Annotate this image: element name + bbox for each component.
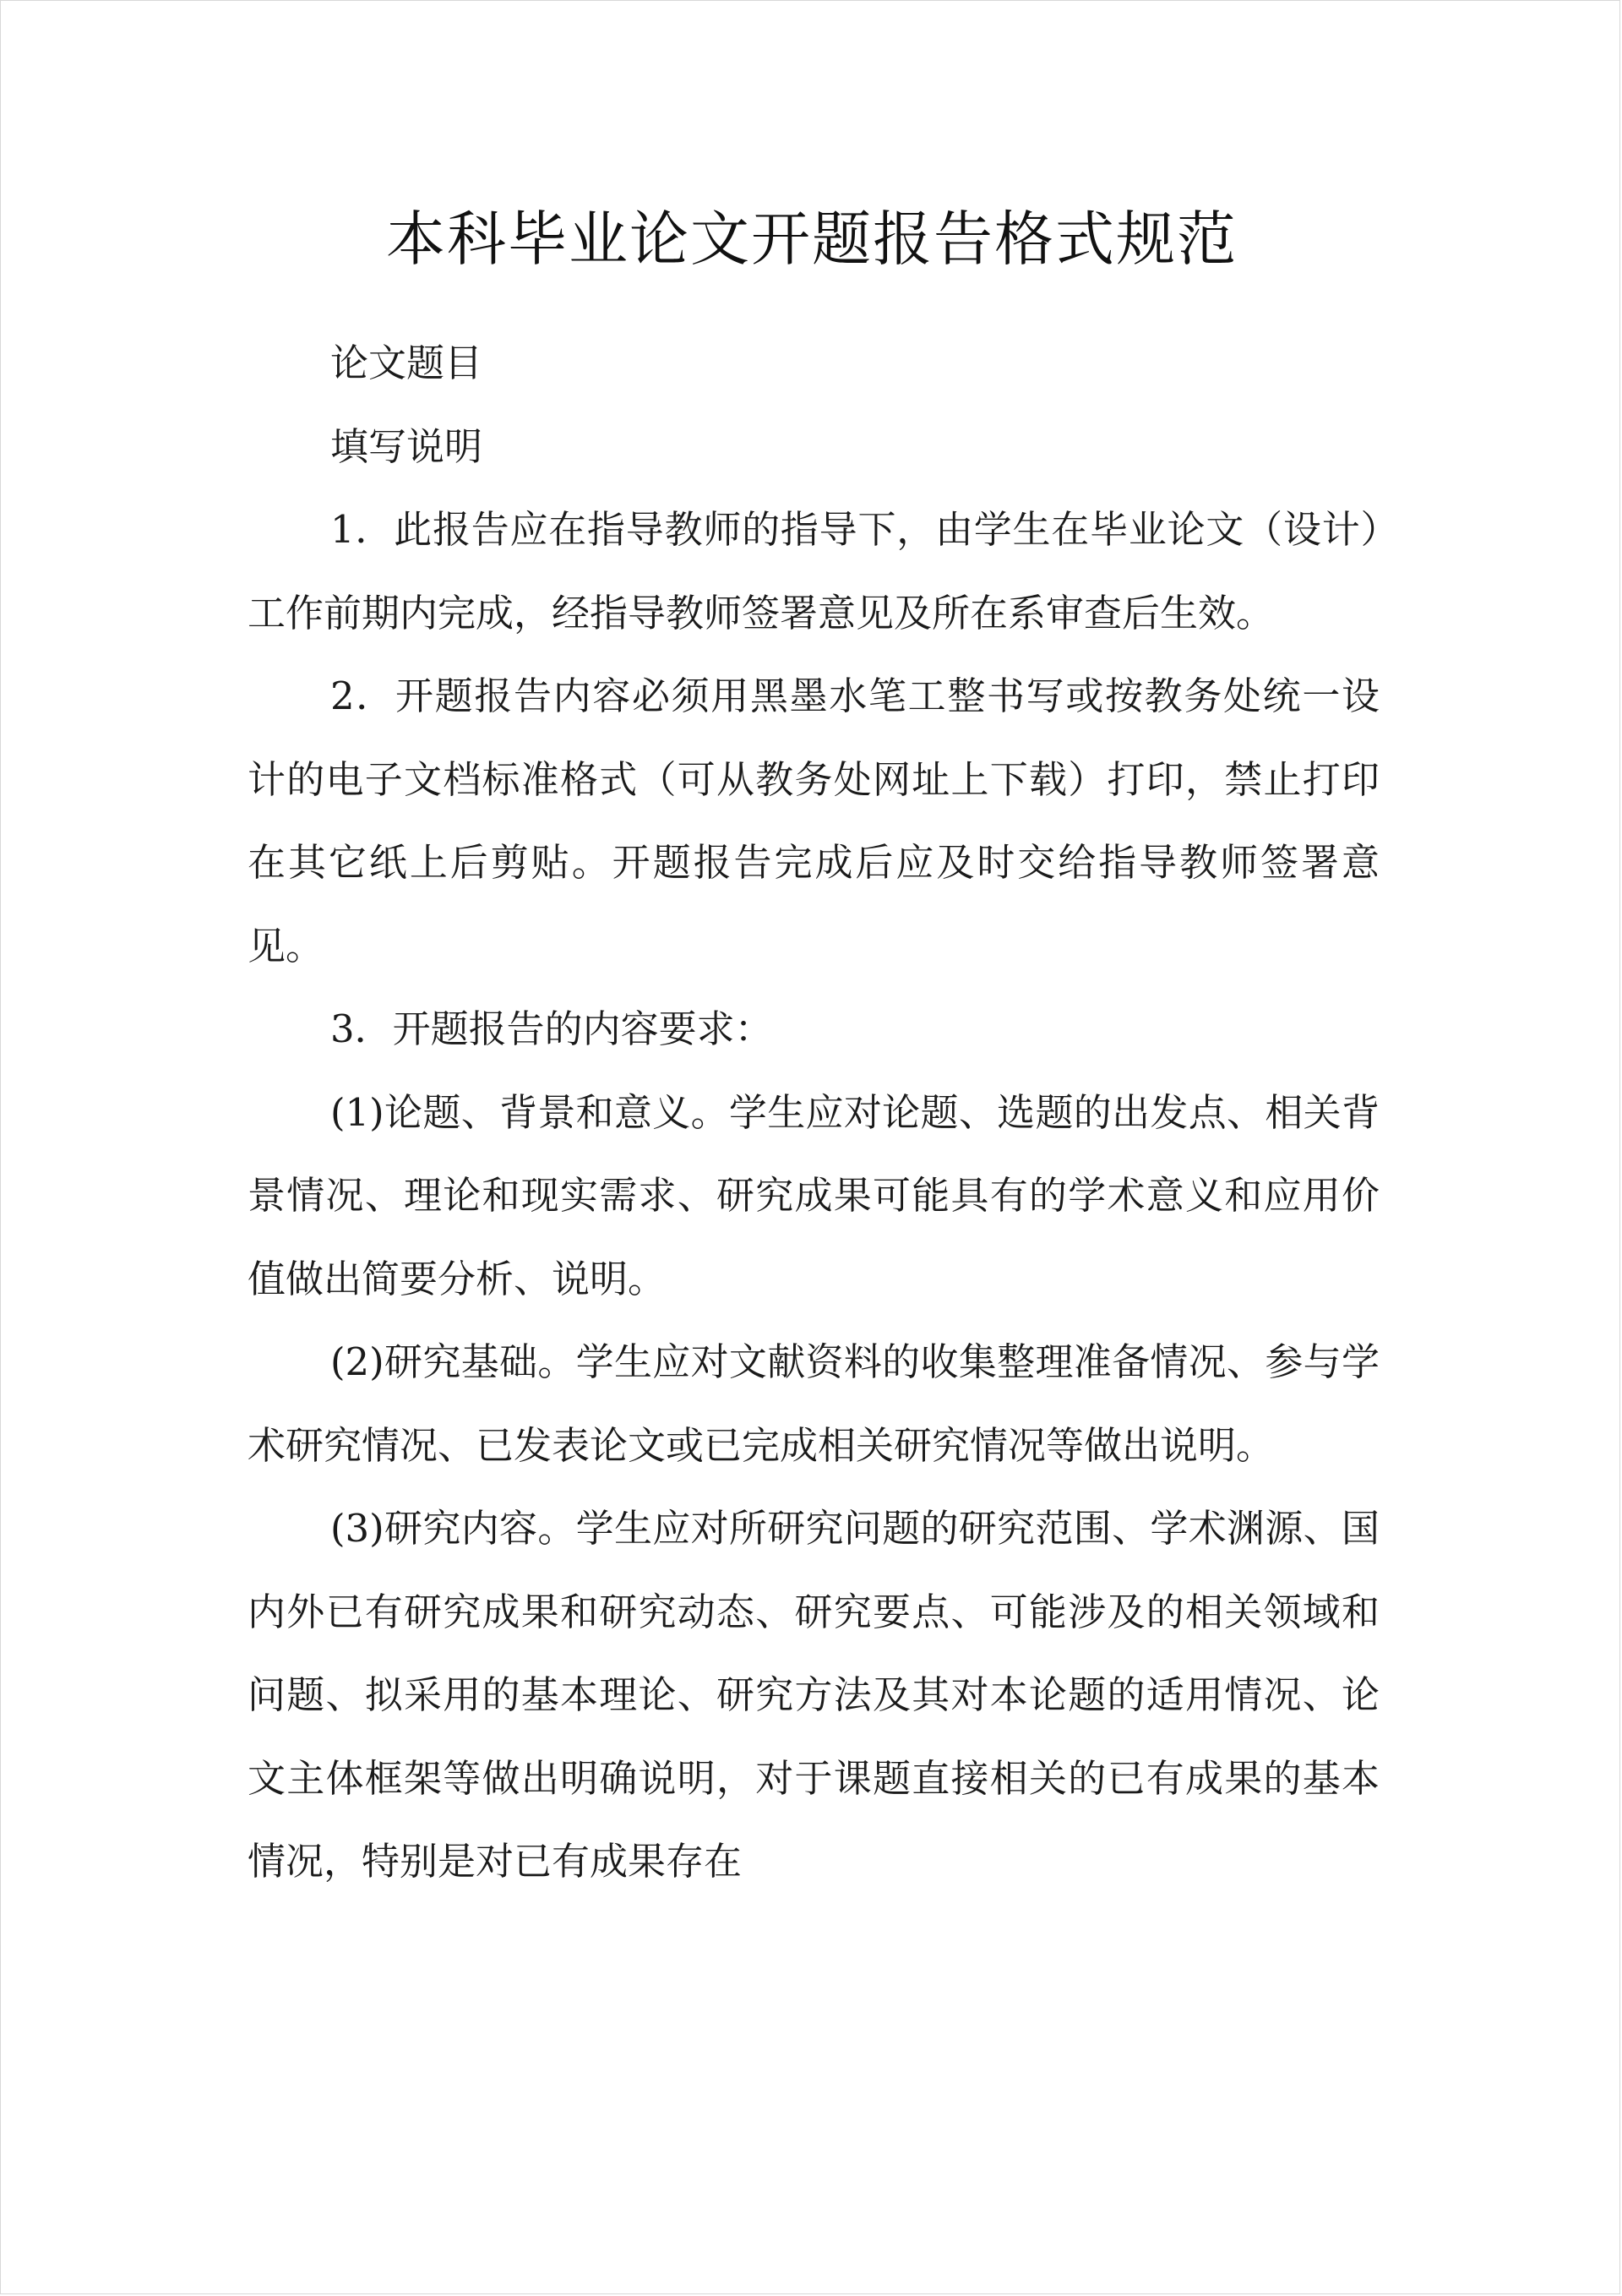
paragraph-subitem-3: (3)研究内容。学生应对所研究问题的研究范围、学术渊源、国内外已有研究成果和研究动态、研究要点、可能涉及的相关领域和问题、拟采用的基本理论、研究方法及其对本论题的适用情况、论文主体框架等做出明确说明，对于课题直接相关的已有成果的基本情况，特别是对已有成果存在 bbox=[248, 1506, 1380, 1884]
document-body bbox=[248, 322, 1380, 1904]
paragraph-item-1: 1．此报告应在指导教师的指导下，由学生在毕业论文（设计）工作前期内完成，经指导教师签署意见及所在系审查后生效。 bbox=[248, 507, 1380, 635]
paragraph-item-2: 2．开题报告内容必须用黑墨水笔工整书写或按教务处统一设计的电子文档标准格式（可从教务处网址上下载）打印，禁止打印在其它纸上后剪贴。开题报告完成后应及时交给指导教师签署意见。 bbox=[248, 674, 1380, 968]
paragraph-thesis-topic: 论文题目 bbox=[330, 341, 483, 385]
paragraph-subitem-2: (2)研究基础。学生应对文献资料的收集整理准备情况、参与学术研究情况、已发表论文或已完成相关研究情况等做出说明。 bbox=[248, 1339, 1380, 1468]
paragraph-item-3: 3．开题报告的内容要求： bbox=[330, 1006, 773, 1051]
paragraph-subitem-1: (1)论题、背景和意义。学生应对论题、选题的出发点、相关背景情况、理论和现实需求、研究成果可能具有的学术意义和应用价值做出简要分析、说明。 bbox=[248, 1089, 1380, 1301]
document-title: 本科毕业论文开题报告格式规范 bbox=[386, 205, 1238, 274]
paragraph-instructions-heading: 填写说明 bbox=[330, 423, 483, 469]
